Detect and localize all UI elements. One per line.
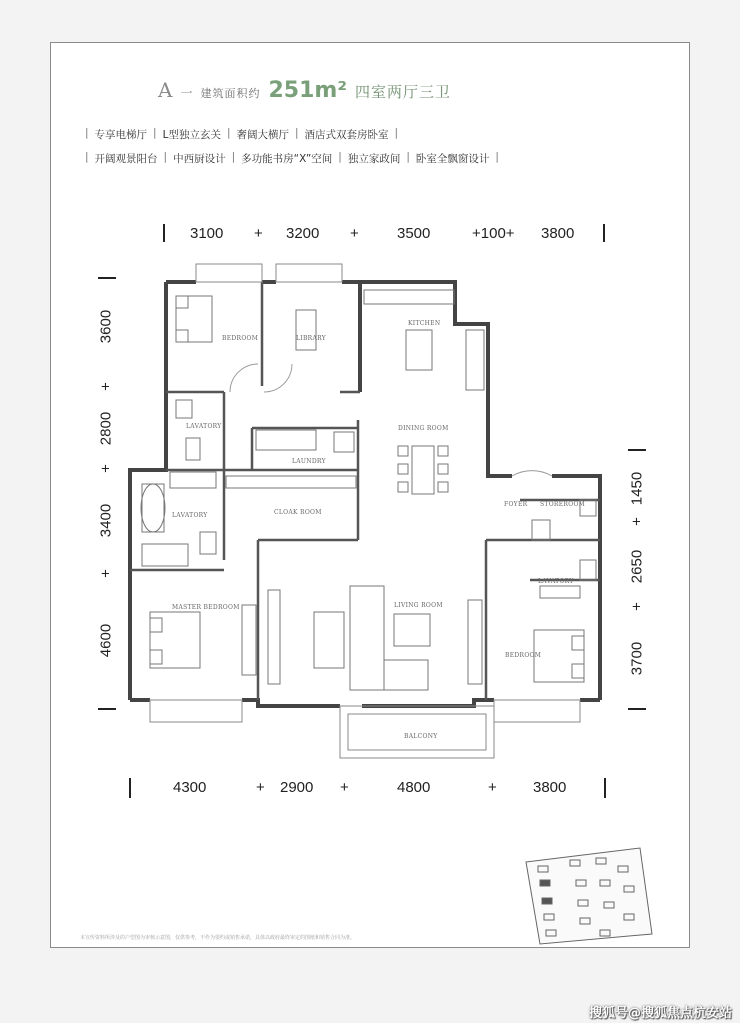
dim-left-plus: + bbox=[97, 569, 115, 578]
disclaimer: 本宣传资料所涉及的户型图为审核示意图，仅供参考，不作为要约或销售承诺，具体以政府最终审定的图纸和销售合同为准。 bbox=[80, 935, 356, 941]
dim-right-1: 1450 bbox=[628, 471, 646, 506]
dim-bottom-3: 4800 bbox=[397, 779, 431, 796]
dim-bottom-plus: + bbox=[488, 779, 497, 796]
dim-top-4: 3800 bbox=[541, 225, 575, 242]
dim-right-3: 3700 bbox=[628, 641, 646, 676]
feature-item: L型独立玄关 bbox=[162, 129, 221, 141]
dim-right-plus: + bbox=[628, 517, 646, 526]
doors bbox=[230, 364, 552, 476]
label-dining: DINING ROOM bbox=[398, 425, 449, 432]
dim-left-3: 3400 bbox=[97, 503, 115, 538]
label-laundry: LAUNDRY bbox=[292, 458, 326, 465]
dim-right-plus: + bbox=[628, 602, 646, 611]
dim-left-2: 2800 bbox=[97, 411, 115, 446]
area-value: 251m² bbox=[268, 78, 347, 103]
dim-left-plus: + bbox=[97, 382, 115, 391]
label-lavatory-right: LAVATORY bbox=[538, 578, 574, 585]
dim-top-plus: + bbox=[254, 225, 263, 242]
label-kitchen: KITCHEN bbox=[408, 320, 441, 327]
label-library: LIBRARY bbox=[296, 335, 327, 342]
dim-bottom-1: 4300 bbox=[173, 779, 207, 796]
dim-top-3: 3500 bbox=[397, 225, 431, 242]
label-storeroom: STOREROOM bbox=[540, 501, 586, 508]
area-label: 建筑面积约 bbox=[200, 87, 261, 100]
feature-item: 开阔观景阳台 bbox=[94, 153, 158, 165]
windows bbox=[150, 264, 580, 758]
features-row-1: | 专享电梯厅 | L型独立玄关 | 奢阔大横厅 | 酒店式双套房卧室 | bbox=[85, 127, 399, 141]
dim-bottom-2: 2900 bbox=[280, 779, 314, 796]
dim-bottom-plus: + bbox=[256, 779, 265, 796]
dim-left-1: 3600 bbox=[97, 309, 115, 344]
feature-item: 卧室全飘窗设计 bbox=[415, 153, 490, 165]
furniture bbox=[141, 290, 596, 690]
label-foyer: FOYER bbox=[504, 501, 528, 508]
dim-left-4: 4600 bbox=[97, 623, 115, 658]
label-cloak: CLOAK ROOM bbox=[274, 509, 322, 516]
site-key-plan bbox=[526, 848, 652, 944]
label-living: LIVING ROOM bbox=[394, 602, 443, 609]
dim-bottom-plus: + bbox=[340, 779, 349, 796]
layout-type: 四室两厅三卫 bbox=[354, 83, 451, 101]
dim-top-plus100: +100+ bbox=[472, 225, 515, 242]
feature-item: 酒店式双套房卧室 bbox=[304, 129, 389, 141]
feature-item: 中西厨设计 bbox=[173, 153, 226, 165]
watermark: 搜狐号@搜狐焦点杭安站 bbox=[588, 1006, 732, 1021]
feature-item: 多功能书房“X”空间 bbox=[241, 153, 333, 165]
dim-bottom-4: 3800 bbox=[533, 779, 567, 796]
feature-item: 独立家政间 bbox=[347, 153, 401, 165]
label-lavatory-master: LAVATORY bbox=[172, 512, 208, 519]
feature-item: 奢阔大横厅 bbox=[236, 129, 289, 141]
label-bedroom-top: BEDROOM bbox=[222, 335, 259, 342]
label-master-bedroom: MASTER BEDROOM bbox=[172, 604, 240, 611]
label-balcony: BALCONY bbox=[404, 733, 438, 740]
feature-item: 专享电梯厅 bbox=[94, 129, 148, 141]
label-lavatory-top: LAVATORY bbox=[186, 423, 222, 430]
features-row-2: | 开阔观景阳台 | 中西厨设计 | 多功能书房“X”空间 | 独立家政间 | 卧室全飘窗设计 | bbox=[85, 151, 499, 165]
dim-top-1: 3100 bbox=[190, 225, 224, 242]
label-bedroom-right: BEDROOM bbox=[505, 652, 542, 659]
title-dash: 一 bbox=[180, 86, 193, 100]
dim-right-2: 2650 bbox=[628, 549, 646, 584]
unit-letter: A bbox=[158, 78, 173, 102]
dim-top-2: 3200 bbox=[286, 225, 320, 242]
dim-left-plus: + bbox=[97, 464, 115, 473]
dim-top-plus: + bbox=[350, 225, 359, 242]
